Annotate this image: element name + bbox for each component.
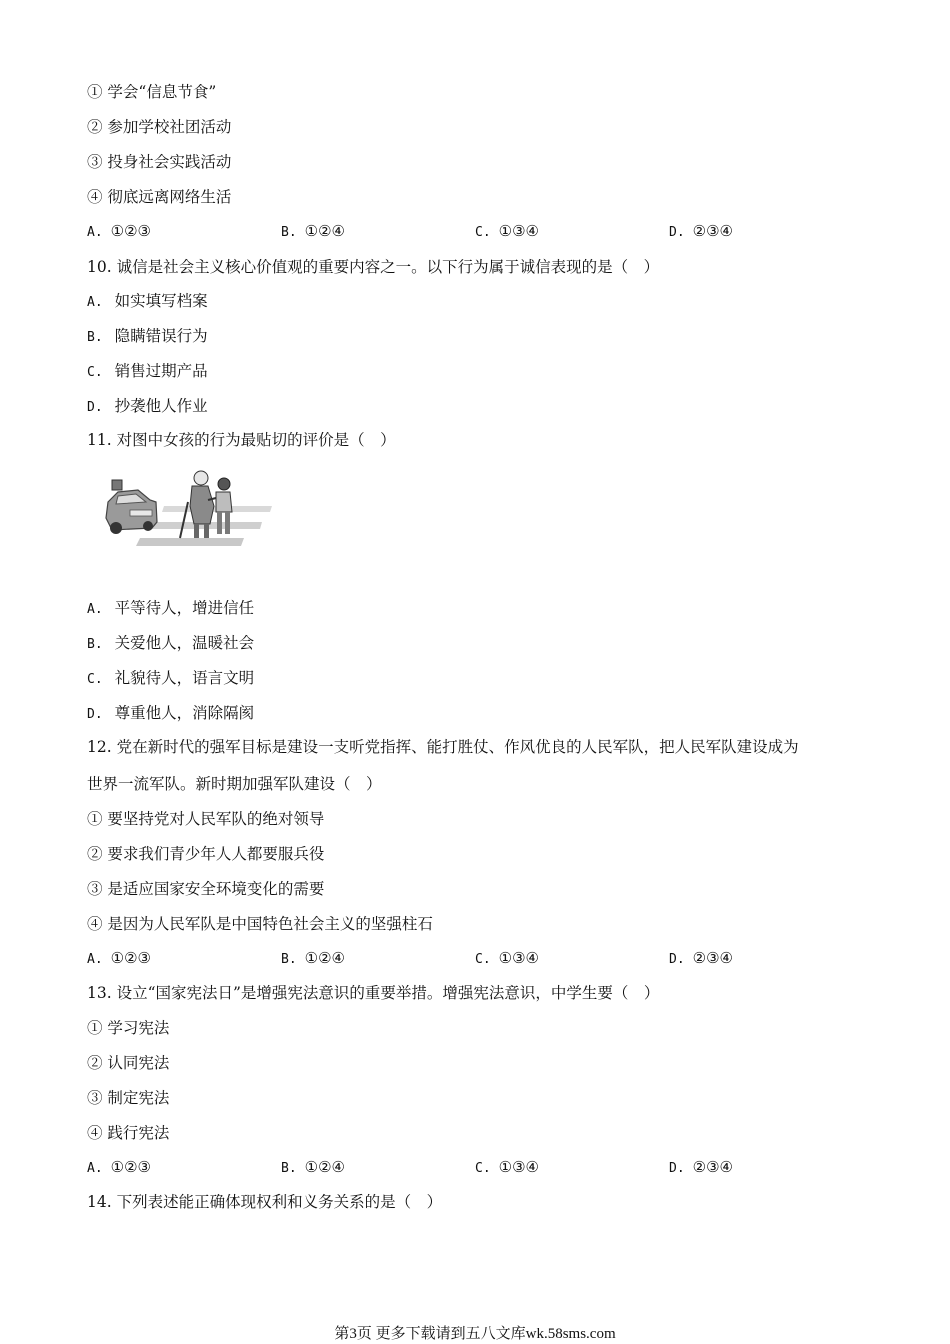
q9-item-4: ④ 彻底远离网络生活 <box>87 188 232 206</box>
q11-stem: 11. 对图中女孩的行为最贴切的评价是（ ） <box>87 431 396 449</box>
q13-item-3: ③ 制定宪法 <box>87 1089 170 1107</box>
q12-item-2: ② 要求我们青少年人人都要服兵役 <box>87 845 325 863</box>
q10-option-a: A. 如实填写档案 <box>87 292 208 310</box>
q13-option-b: B. ①②④ <box>281 1158 345 1176</box>
q13-item-4: ④ 践行宪法 <box>87 1124 170 1142</box>
q10-option-d: D. 抄袭他人作业 <box>87 397 208 415</box>
q12-option-c: C. ①③④ <box>475 949 539 967</box>
q12-option-d: D. ②③④ <box>669 949 733 967</box>
q13-stem: 13. 设立“国家宪法日”是增强宪法意识的重要举措。增强宪法意识，中学生要（ ） <box>87 984 660 1002</box>
q13-option-a: A. ①②③ <box>87 1158 151 1176</box>
q12-item-4: ④ 是因为人民军队是中国特色社会主义的坚强柱石 <box>87 915 433 933</box>
q11-option-a: A. 平等待人，增进信任 <box>87 599 255 617</box>
q10-option-c: C. 销售过期产品 <box>87 362 208 380</box>
q9-item-1: ① 学会“信息节食” <box>87 83 217 101</box>
crosswalk-illustration <box>104 466 276 562</box>
q10-stem: 10. 诚信是社会主义核心价值观的重要内容之一。以下行为属于诚信表现的是（ ） <box>87 258 660 276</box>
q13-item-2: ② 认同宪法 <box>87 1054 170 1072</box>
q11-option-d: D. 尊重他人，消除隔阂 <box>87 704 255 722</box>
q12-option-a: A. ①②③ <box>87 949 151 967</box>
q9-option-b: B. ①②④ <box>281 222 345 240</box>
q13-option-d: D. ②③④ <box>669 1158 733 1176</box>
q12-option-b: B. ①②④ <box>281 949 345 967</box>
page-footer: 第3页 更多下载请到五八文库wk.58sms.com <box>334 1326 616 1342</box>
q12-item-3: ③ 是适应国家安全环境变化的需要 <box>87 880 325 898</box>
q12-stem-line-1: 12. 党在新时代的强军目标是建设一支听党指挥、能打胜仗、作风优良的人民军队，把人民军队建设成为 <box>87 738 799 756</box>
q14-stem: 14. 下列表述能正确体现权利和义务关系的是（ ） <box>87 1193 443 1211</box>
q9-option-c: C. ①③④ <box>475 222 539 240</box>
q12-item-1: ① 要坚持党对人民军队的绝对领导 <box>87 810 325 828</box>
q9-option-a: A. ①②③ <box>87 222 151 240</box>
q13-item-1: ① 学习宪法 <box>87 1019 170 1037</box>
q13-options <box>87 1158 847 1178</box>
q9-option-d: D. ②③④ <box>669 222 733 240</box>
q11-option-c: C. 礼貌待人，语言文明 <box>87 669 255 687</box>
q12-stem-line-2: 世界一流军队。新时期加强军队建设（ ） <box>87 775 382 793</box>
q13-option-c: C. ①③④ <box>475 1158 539 1176</box>
q9-item-3: ③ 投身社会实践活动 <box>87 153 232 171</box>
q9-options <box>87 222 847 242</box>
q9-item-2: ② 参加学校社团活动 <box>87 118 232 136</box>
q10-option-b: B. 隐瞒错误行为 <box>87 327 208 345</box>
q11-option-b: B. 关爱他人，温暖社会 <box>87 634 255 652</box>
q12-options <box>87 949 847 969</box>
